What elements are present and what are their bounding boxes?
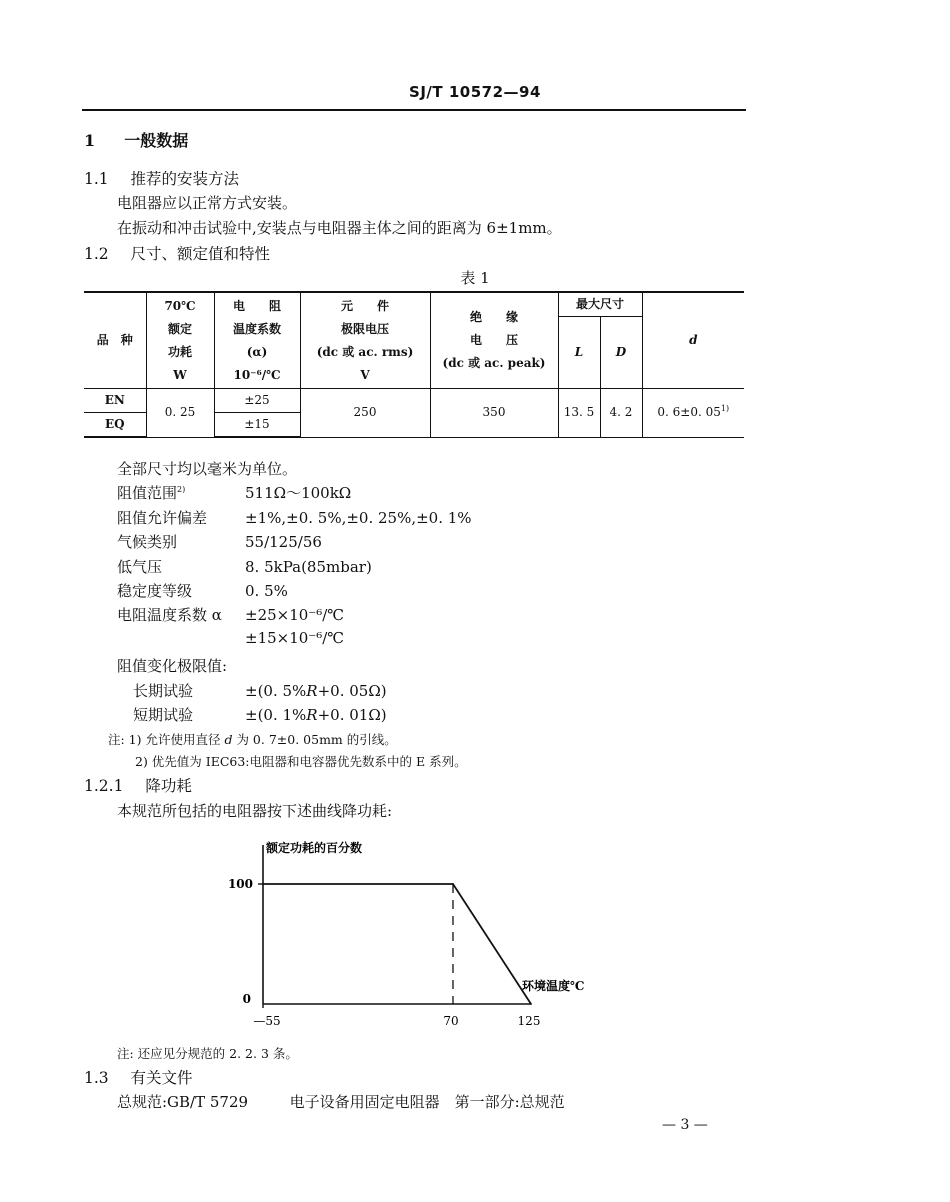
spec-value: 8. 5kPa(85mbar): [245, 558, 372, 576]
section-number: 1.2: [84, 245, 109, 263]
spec-value-R: R: [306, 706, 318, 724]
doc-title: 电子设备用固定电阻器 第一部分:总规范: [289, 1093, 565, 1111]
section-title: 尺寸、额定值和特性: [130, 245, 271, 263]
section-title: 一般数据: [124, 131, 189, 150]
spec-value-pre: ±(0. 5%: [245, 682, 307, 700]
standard-number-header: SJ/T 10572—94: [409, 83, 541, 101]
header-L: L: [558, 317, 600, 389]
section-number: 1.3: [84, 1069, 109, 1087]
cell-d-value: 0. 6±0. 05: [657, 405, 721, 420]
spec-value-post: +0. 05Ω): [317, 682, 387, 700]
spec-value: ±1%,±0. 5%,±0. 25%,±0. 1%: [245, 509, 472, 527]
data-point: [452, 883, 454, 885]
spec-value: ±25×10⁻⁶/℃: [245, 606, 345, 624]
cell-insulation: 350: [430, 389, 558, 438]
mounting-line-2: 在振动和冲击试验中,安装点与电阻器主体之间的距离为 6±1mm。: [117, 219, 562, 237]
derating-curve: [263, 884, 531, 1004]
header-voltage-line: 元 件: [340, 298, 389, 313]
spec-label: 长期试验: [133, 682, 194, 700]
spec-label: 阻值允许偏差: [117, 509, 208, 527]
header-d: d: [642, 292, 744, 389]
section-number: 1.2.1: [84, 777, 124, 795]
derating-intro: 本规范所包括的电阻器按下述曲线降功耗:: [117, 802, 393, 820]
header-tcr-line: 电 阻: [232, 298, 281, 313]
mounting-line-1: 电阻器应以正常方式安装。: [117, 194, 298, 212]
x-axis-label: 环境温度℃: [522, 979, 585, 993]
data-point: [530, 1003, 532, 1005]
data-point: [262, 883, 264, 885]
header-tcr-line: (α): [246, 344, 268, 359]
section-title: 有关文件: [130, 1069, 193, 1087]
cell-variety: EN: [84, 389, 146, 413]
header-tcr-line: 温度系数: [232, 321, 281, 336]
header-max-dims: 最大尺寸: [558, 292, 642, 317]
cell-L: 13. 5: [558, 389, 600, 438]
x-tick-label: 125: [517, 1014, 541, 1028]
footnote-2: 2) 优先值为 IEC63:电阻器和电容器优先数系中的 E 系列。: [135, 754, 467, 769]
footnote-ref: 1): [720, 404, 730, 414]
x-tick-label: —55: [253, 1014, 281, 1028]
footnote-d: d: [224, 732, 233, 747]
cell-power: 0. 25: [146, 389, 214, 438]
header-insulation-line: (dc 或 ac. peak): [442, 356, 546, 370]
related-document: [117, 1091, 565, 1112]
footnote-ref: 2): [177, 485, 186, 494]
cell-voltage-limit: 250: [300, 389, 430, 438]
footnote-text: 注: 1) 允许使用直径: [108, 732, 225, 747]
page-number: — 3 —: [662, 1117, 708, 1133]
header-insulation-line: 绝 缘: [469, 310, 518, 324]
spec-value-post: +0. 01Ω): [317, 706, 387, 724]
spec-label: 电阻温度系数 α: [117, 606, 222, 624]
spec-value: 0. 5%: [245, 582, 288, 600]
header-power-line: 70℃: [164, 298, 196, 313]
spec-label: 低气压: [117, 558, 163, 576]
spec-value: ±15×10⁻⁶/℃: [245, 629, 345, 647]
section-1-3-heading: [84, 1066, 193, 1088]
table-caption: 表 1: [460, 269, 490, 287]
footnote-text: 为 0. 7±0. 05mm 的引线。: [232, 732, 397, 747]
spec-value: 55/125/56: [245, 533, 322, 551]
cell-tcr: ±15: [214, 413, 300, 438]
header-power-line: 额定: [167, 321, 192, 336]
doc-label: 总规范:GB/T 5729: [117, 1093, 249, 1111]
cell-variety: EQ: [84, 413, 146, 438]
spec-label: 稳定度等级: [117, 582, 193, 600]
change-limits-title: 阻值变化极限值:: [117, 657, 228, 675]
units-note: 全部尺寸均以毫米为单位。: [117, 460, 298, 478]
x-tick-label: 70: [443, 1014, 459, 1028]
y-tick-label: 100: [227, 877, 253, 891]
header-voltage-line: (dc 或 ac. rms): [316, 344, 414, 359]
header-tcr-line: 10⁻⁶/℃: [233, 367, 281, 382]
header-voltage-line: V: [360, 367, 370, 382]
header-insulation-line: 电 压: [469, 333, 518, 347]
chart-note: 注: 还应见分规范的 2. 2. 3 条。: [117, 1046, 298, 1061]
y-tick-label: 0: [242, 992, 251, 1006]
header-D: D: [600, 317, 642, 389]
header-variety: 品 种: [84, 292, 146, 389]
section-title: 降功耗: [145, 777, 192, 795]
spec-value-pre: ±(0. 1%: [245, 706, 307, 724]
cell-tcr: ±25: [214, 389, 300, 413]
section-number: 1.1: [84, 170, 109, 188]
spec-value-R: R: [306, 682, 318, 700]
section-title: 推荐的安装方法: [130, 170, 240, 188]
spec-label-text: 阻值范围: [117, 484, 178, 502]
spec-label: 气候类别: [117, 533, 178, 551]
header-power-line: W: [173, 367, 187, 382]
header-voltage-line: 极限电压: [340, 321, 389, 336]
spec-label: 短期试验: [133, 706, 194, 724]
header-power-line: 功耗: [167, 344, 192, 359]
cell-D: 4. 2: [600, 389, 642, 438]
spec-value: 511Ω～100kΩ: [245, 484, 352, 502]
section-number: 1: [84, 131, 96, 150]
y-axis-label: 额定功耗的百分数: [266, 841, 363, 855]
